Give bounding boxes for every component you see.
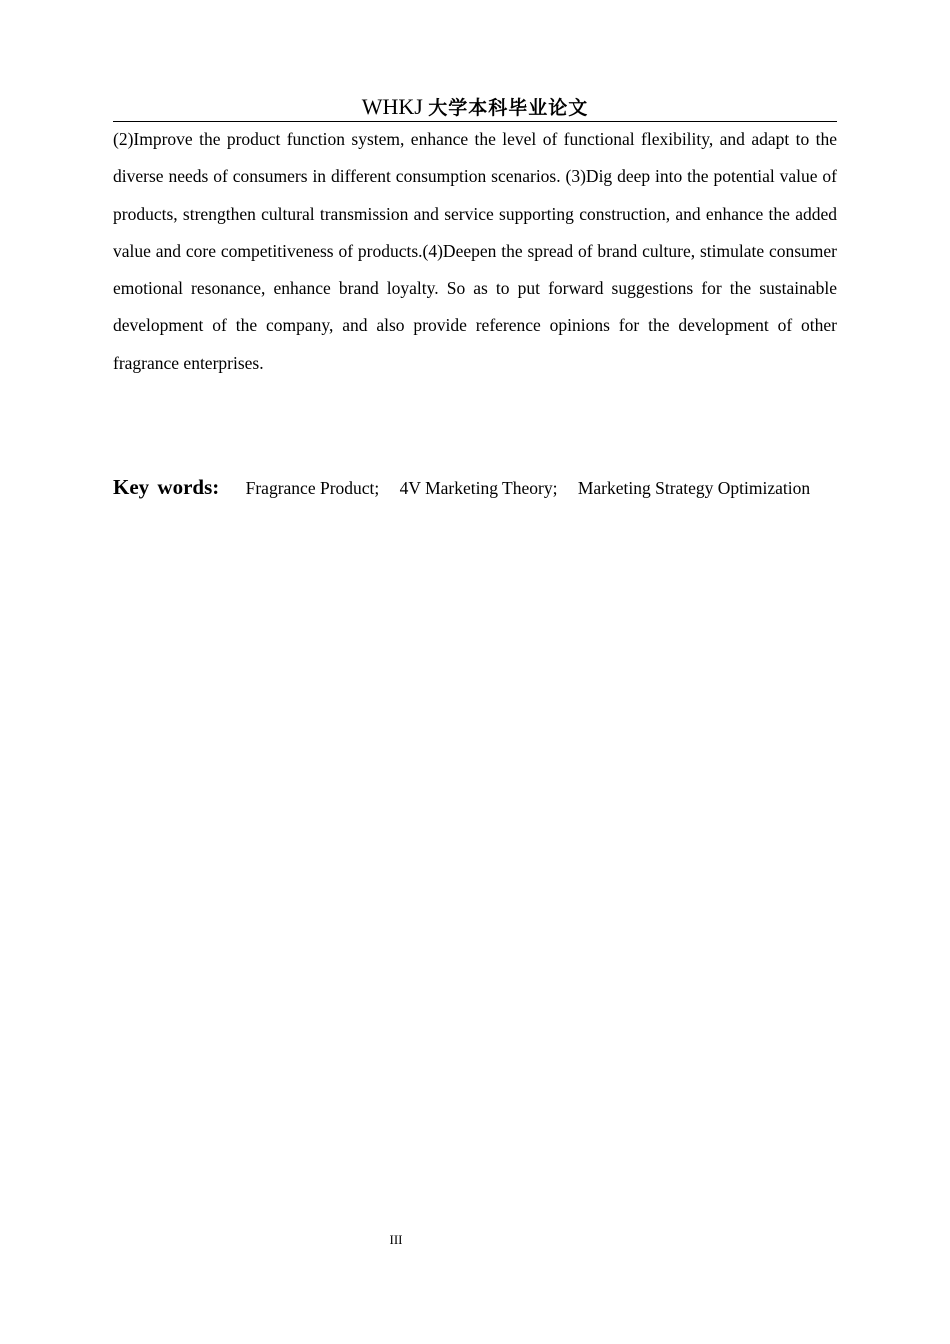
page-number: III [389,1232,403,1247]
keywords-section [113,466,837,509]
keyword-item: Marketing Strategy Optimization [577,478,811,498]
keyword-item: 4V Marketing Theory; [399,478,558,498]
header-title-cjk: 大学本科毕业论文 [428,97,589,119]
abstract-paragraph: (2)Improve the product function system, enhance the level of functional flexibility, and adapt to the diverse needs of consumers in different consumption scenarios. (3)Dig deep into the potential value of products, strengthen cultural transmission and service supporting construction, and enhance the added value and core competitiveness of products.(4)Deepen the spread of brand culture, stimulate consumer emotional resonance, enhance brand loyalty. So as to put forward suggestions for the sustainable development of the company, and also provide reference opinions for the development of other fragrance enterprises. [113,129,837,373]
header-title-latin: WHKJ [361,94,423,119]
keyword-item: Fragrance Product; [245,478,380,498]
page-header [113,93,837,122]
keywords-label: Key words: [113,475,220,499]
